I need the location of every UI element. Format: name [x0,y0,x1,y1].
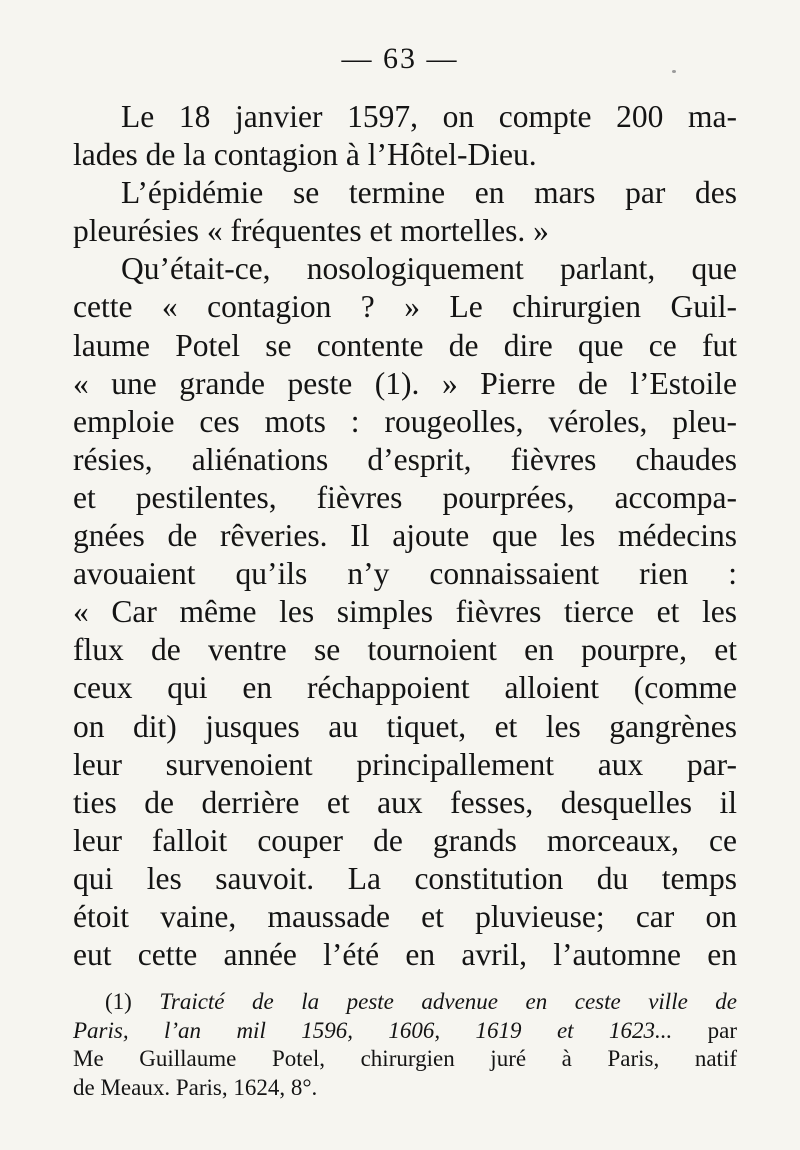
body-line: leur survenoient principallement aux par- [73,746,737,782]
body-line: « une grande peste (1). » Pierre de l’Estoile [73,365,737,401]
footnote-line [73,1017,737,1046]
body-line: Le 18 janvier 1597, on compte 200 ma- [121,99,737,134]
body-text [73,98,737,974]
body-line: qui les sauvoit. La constitution du temps [73,860,737,896]
body-line: pleurésies « fréquentes et mortelles. » [73,213,549,249]
body-line: avouaient qu’ils n’y connaissaient rien : [73,556,737,592]
body-line: ceux qui en réchappoient alloient (comme [73,670,737,706]
footnote-title-cont: Paris, l’an mil 1596, 1606, 1619 et 1623... [73,1017,673,1043]
body-line: gnées de rêveries. Il ajoute que les médecins [73,518,737,554]
footnote-line [73,988,737,1017]
footnote-title: Traicté de la peste advenue en ceste ville de [159,989,738,1014]
footnote-line: Me Guillaume Potel, chirurgien juré à Paris, natif [73,1046,737,1071]
footnote [73,988,737,1102]
body-line: on dit) jusques au tiquet, et les gangrènes [73,708,737,744]
body-line: étoit vaine, maussade et pluvieuse; car on [73,898,737,934]
body-line: Qu’était-ce, nosologiquement parlant, que [121,251,737,287]
body-line: « Car même les simples fièvres tierce et les [73,594,737,630]
body-line: résies, aliénations d’esprit, fièvres chaudes [73,441,737,477]
body-line: ties de derrière et aux fesses, desquelles il [73,784,737,820]
footnote-text: par [707,1017,737,1043]
body-line: flux de ventre se tournoient en pourpre, et [73,632,737,668]
body-line: cette « contagion ? » Le chirurgien Guil- [73,289,737,325]
body-line: laume Potel se contente de dire que ce fut [73,327,737,363]
footnote-line: de Meaux. Paris, 1624, 8°. [73,1074,318,1100]
body-line: lades de la contagion à l’Hôtel-Dieu. [73,137,537,173]
body-line: emploie ces mots : rougeolles, véroles, pleu- [73,403,737,439]
footnote-marker: (1) [105,989,132,1014]
page-number: — 63 — [341,42,459,75]
body-line: et pestilentes, fièvres pourprées, accompa- [73,479,737,515]
body-line: leur falloit couper de grands morceaux, ce [73,822,737,858]
body-line: L’épidémie se termine en mars par des [121,175,737,211]
body-line: eut cette année l’été en avril, l’automne en [73,937,737,973]
